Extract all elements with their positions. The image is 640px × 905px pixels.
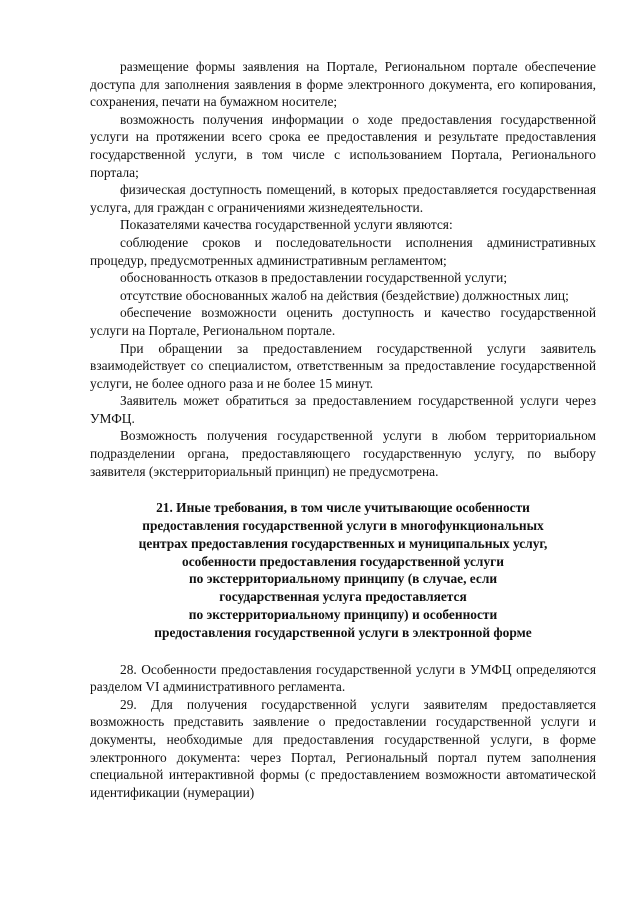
heading-line: государственная услуга предоставляется [219, 589, 467, 605]
document-page [90, 58, 596, 801]
heading-line: предоставления государственной услуги в электронной форме [154, 624, 532, 640]
heading-line: по экстерриториальному принципу (в случае, если [188, 571, 498, 587]
heading-line: предоставления государственной услуги в многофункциональных [142, 518, 544, 534]
section-21-heading [90, 499, 596, 641]
paragraph-no-complaints: отсутствие обоснованных жалоб на действия (бездействие) должностных лиц; [120, 287, 569, 303]
paragraph-28: 28. Особенности предоставления государственной услуги в УМФЦ определяются разделом VI административного регламента. [90, 661, 596, 695]
paragraph-portal-evaluation: обеспечение возможности оценить доступность и качество государственной услуги на Портале, Региональном портале. [90, 305, 596, 338]
paragraph-refusal-justification: обоснованность отказов в предоставлении государственной услуги; [120, 270, 508, 286]
paragraph-physical-accessibility: физическая доступность помещений, в которых предоставляется государственная услуга, для граждан с ограничениями жизнедеятельности. [90, 182, 596, 215]
paragraph-extraterritorial-principle: Возможность получения государственной услуги в любом территориальном подразделении органа, предоставляющего государственную услугу, по выбору заявителя (экстерриториальный принцип) не предусмотрена. [90, 428, 596, 479]
heading-line: центрах предоставления государственных и муниципальных услуг, [138, 535, 548, 551]
heading-line: по экстерриториальному принципу) и особенности [188, 607, 498, 623]
paragraph-form-placement: размещение формы заявления на Портале, Региональном портале обеспечение доступа для заполнения заявления в форме электронного документа, его копирования, сохранения, печати на бумажном носителе; [90, 59, 596, 110]
heading-line: особенности предоставления государственной услуги [182, 553, 504, 569]
heading-line: 21. Иные требования, в том числе учитывающие особенности [156, 500, 530, 516]
paragraph-quality-indicators-intro: Показателями качества государственной услуги являются: [120, 217, 453, 233]
paragraph-status-information: возможность получения информации о ходе предоставления государственной услуги на протяжении всего срока ее предоставления и результате предоставления государственной услуги, в том числе с использованием Портала, Регионального портала; [90, 111, 596, 180]
paragraph-specialist-interaction: При обращении за предоставлением государственной услуги заявитель взаимодействует со специалистом, ответственным за предоставление государственной услуги, не более одного раза и не более 15 минут. [90, 340, 596, 391]
paragraph-deadline-compliance: соблюдение сроков и последовательности исполнения административных процедур, предусмотренных административным регламентом; [90, 234, 596, 268]
paragraph-umfc-application: Заявитель может обратиться за предоставлением государственной услуги через УМФЦ. [90, 393, 596, 426]
paragraph-29: 29. Для получения государственной услуги заявителям предоставляется возможность представить заявление о предоставлении государственной услуги и документы, необходимые для предоставления государственной услуги, в форме электронного документа: через Портал, Региональный портал путем заполнения специальной интерактивной формы (с предоставлением возможности автоматической идентификации (нумерации) [90, 696, 596, 800]
